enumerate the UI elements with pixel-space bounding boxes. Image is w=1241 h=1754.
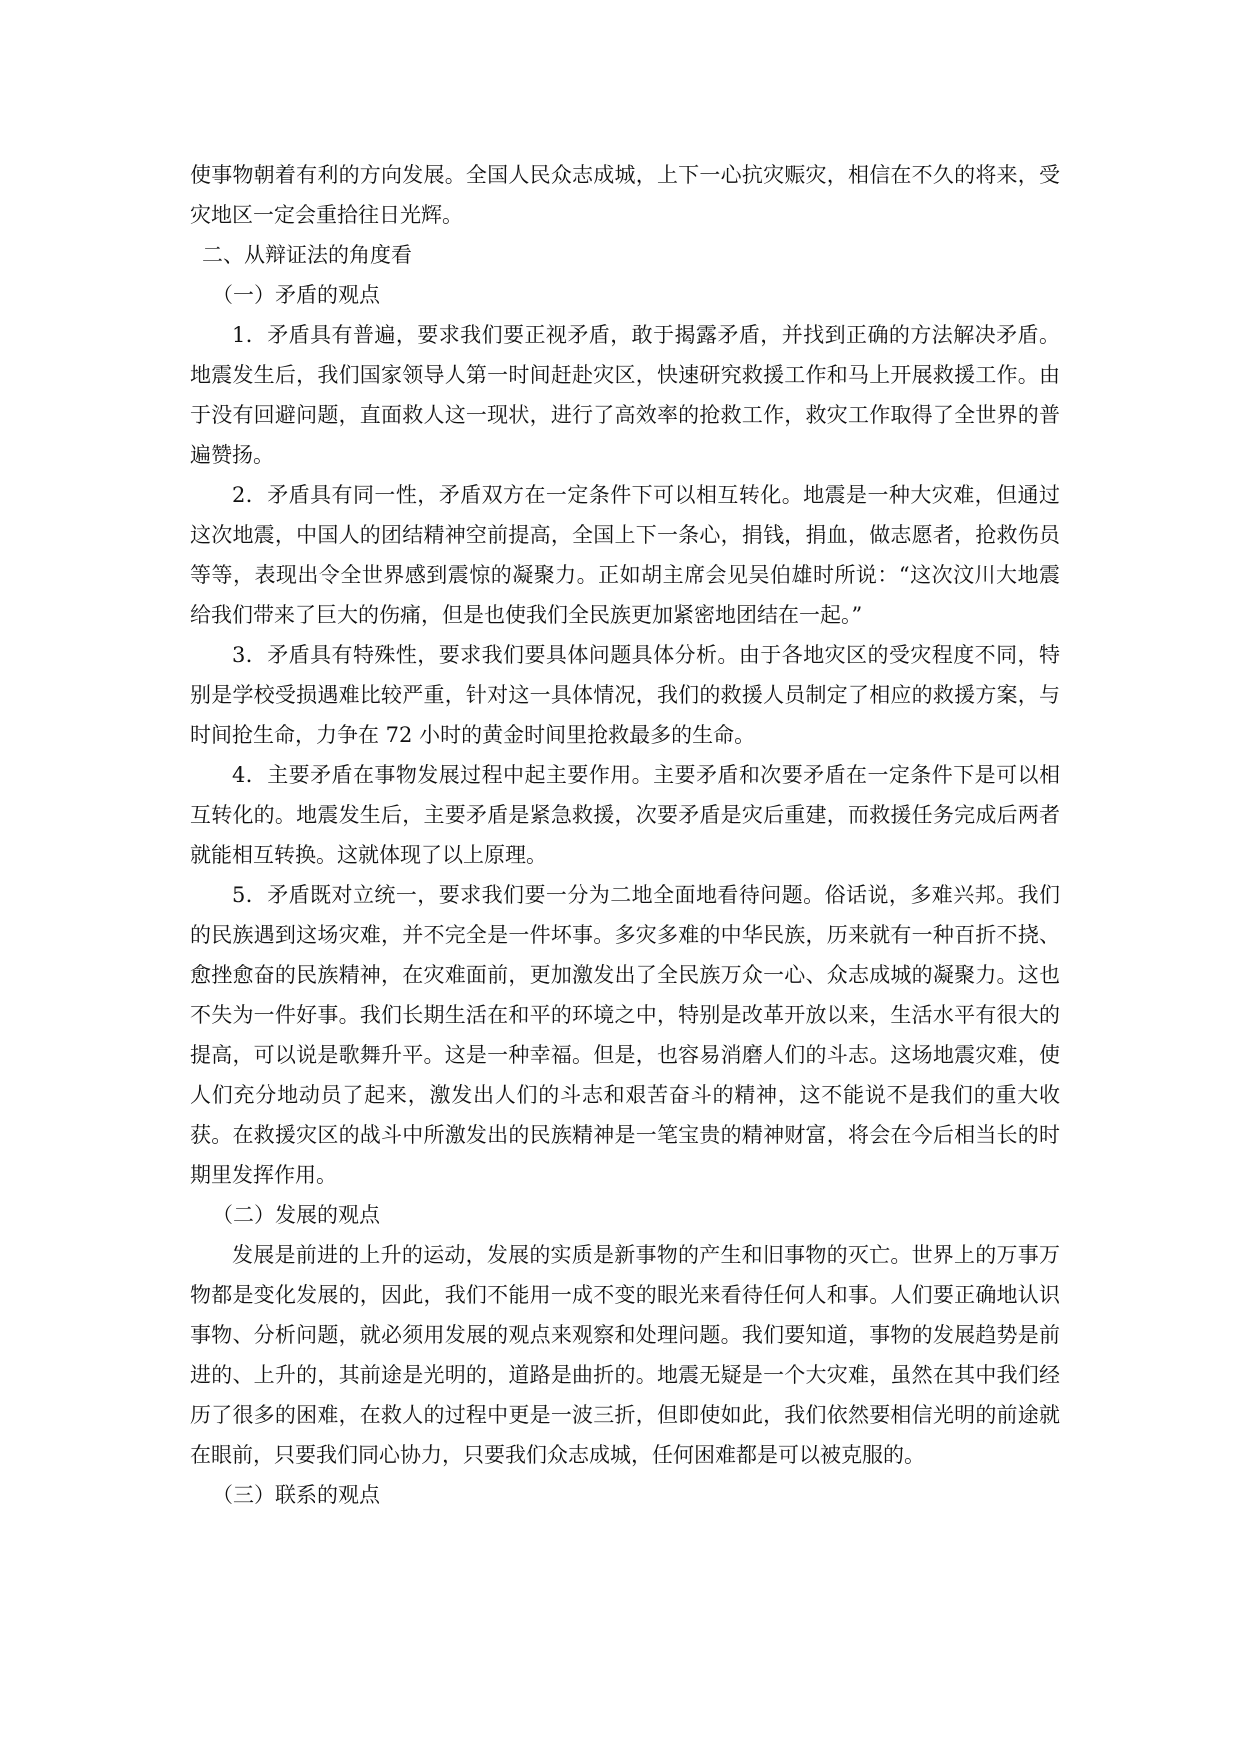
list-item-5: 5．矛盾既对立统一，要求我们要一分为二地全面地看待问题。俗话说，多难兴邦。我们的民族遇到这场灾难，并不完全是一件坏事。多灾多难的中华民族，历来就有一种百折不挠、愈挫愈奋的民族精神，在灾难面前，更加激发出了全民族万众一心、众志成城的凝聚力。这也不失为一件好事。我们长期生活在和平的环境之中，特别是改革开放以来，生活水平有很大的提高，可以说是歌舞升平。这是一种幸福。但是，也容易消磨人们的斗志。这场地震灾难，使人们充分地动员了起来，激发出人们的斗志和艰苦奋斗的精神，这不能说不是我们的重大收获。在救援灾区的战斗中所激发出的民族精神是一笔宝贵的精神财富，将会在今后相当长的时期里发挥作用。 [190,883,1060,1187]
list-item-1: 1．矛盾具有普遍，要求我们要正视矛盾，敢于揭露矛盾，并找到正确的方法解决矛盾。地震发生后，我们国家领导人第一时间赶赴灾区，快速研究救援工作和马上开展救援工作。由于没有回避问题，直面救人这一现状，进行了高效率的抢救工作，救灾工作取得了全世界的普遍赞扬。 [190,323,1060,467]
section-heading-dialectics: 二、从辩证法的角度看 [202,243,412,267]
subheading-connection: （三）联系的观点 [212,1483,380,1507]
subheading-development: （二）发展的观点 [212,1203,380,1227]
subheading-contradiction: （一）矛盾的观点 [212,283,380,307]
document-page [190,155,1060,1515]
list-item-2: 2．矛盾具有同一性，矛盾双方在一定条件下可以相互转化。地震是一种大灾难，但通过这次地震，中国人的团结精神空前提高，全国上下一条心，捐钱，捐血，做志愿者，抢救伤员等等，表现出令全世界感到震惊的凝聚力。正如胡主席会见吴伯雄时所说：“这次汶川大地震给我们带来了巨大的伤痛，但是也使我们全民族更加紧密地团结在一起。” [190,483,1060,627]
paragraph-development: 发展是前进的上升的运动，发展的实质是新事物的产生和旧事物的灭亡。世界上的万事万物都是变化发展的，因此，我们不能用一成不变的眼光来看待任何人和事。人们要正确地认识事物、分析问题，就必须用发展的观点来观察和处理问题。我们要知道，事物的发展趋势是前进的、上升的，其前途是光明的，道路是曲折的。地震无疑是一个大灾难，虽然在其中我们经历了很多的困难，在救人的过程中更是一波三折，但即使如此，我们依然要相信光明的前途就在眼前，只要我们同心协力，只要我们众志成城，任何困难都是可以被克服的。 [190,1243,1060,1467]
paragraph-continuation: 使事物朝着有利的方向发展。全国人民众志成城，上下一心抗灾赈灾，相信在不久的将来，受灾地区一定会重拾往日光辉。 [190,163,1060,227]
list-item-3: 3．矛盾具有特殊性，要求我们要具体问题具体分析。由于各地灾区的受灾程度不同，特别是学校受损遇难比较严重，针对这一具体情况，我们的救援人员制定了相应的救援方案，与时间抢生命，力争在 72 小时的黄金时间里抢救最多的生命。 [190,643,1060,747]
list-item-4: 4．主要矛盾在事物发展过程中起主要作用。主要矛盾和次要矛盾在一定条件下是可以相互转化的。地震发生后，主要矛盾是紧急救援，次要矛盾是灾后重建，而救援任务完成后两者就能相互转换。这就体现了以上原理。 [190,763,1060,867]
